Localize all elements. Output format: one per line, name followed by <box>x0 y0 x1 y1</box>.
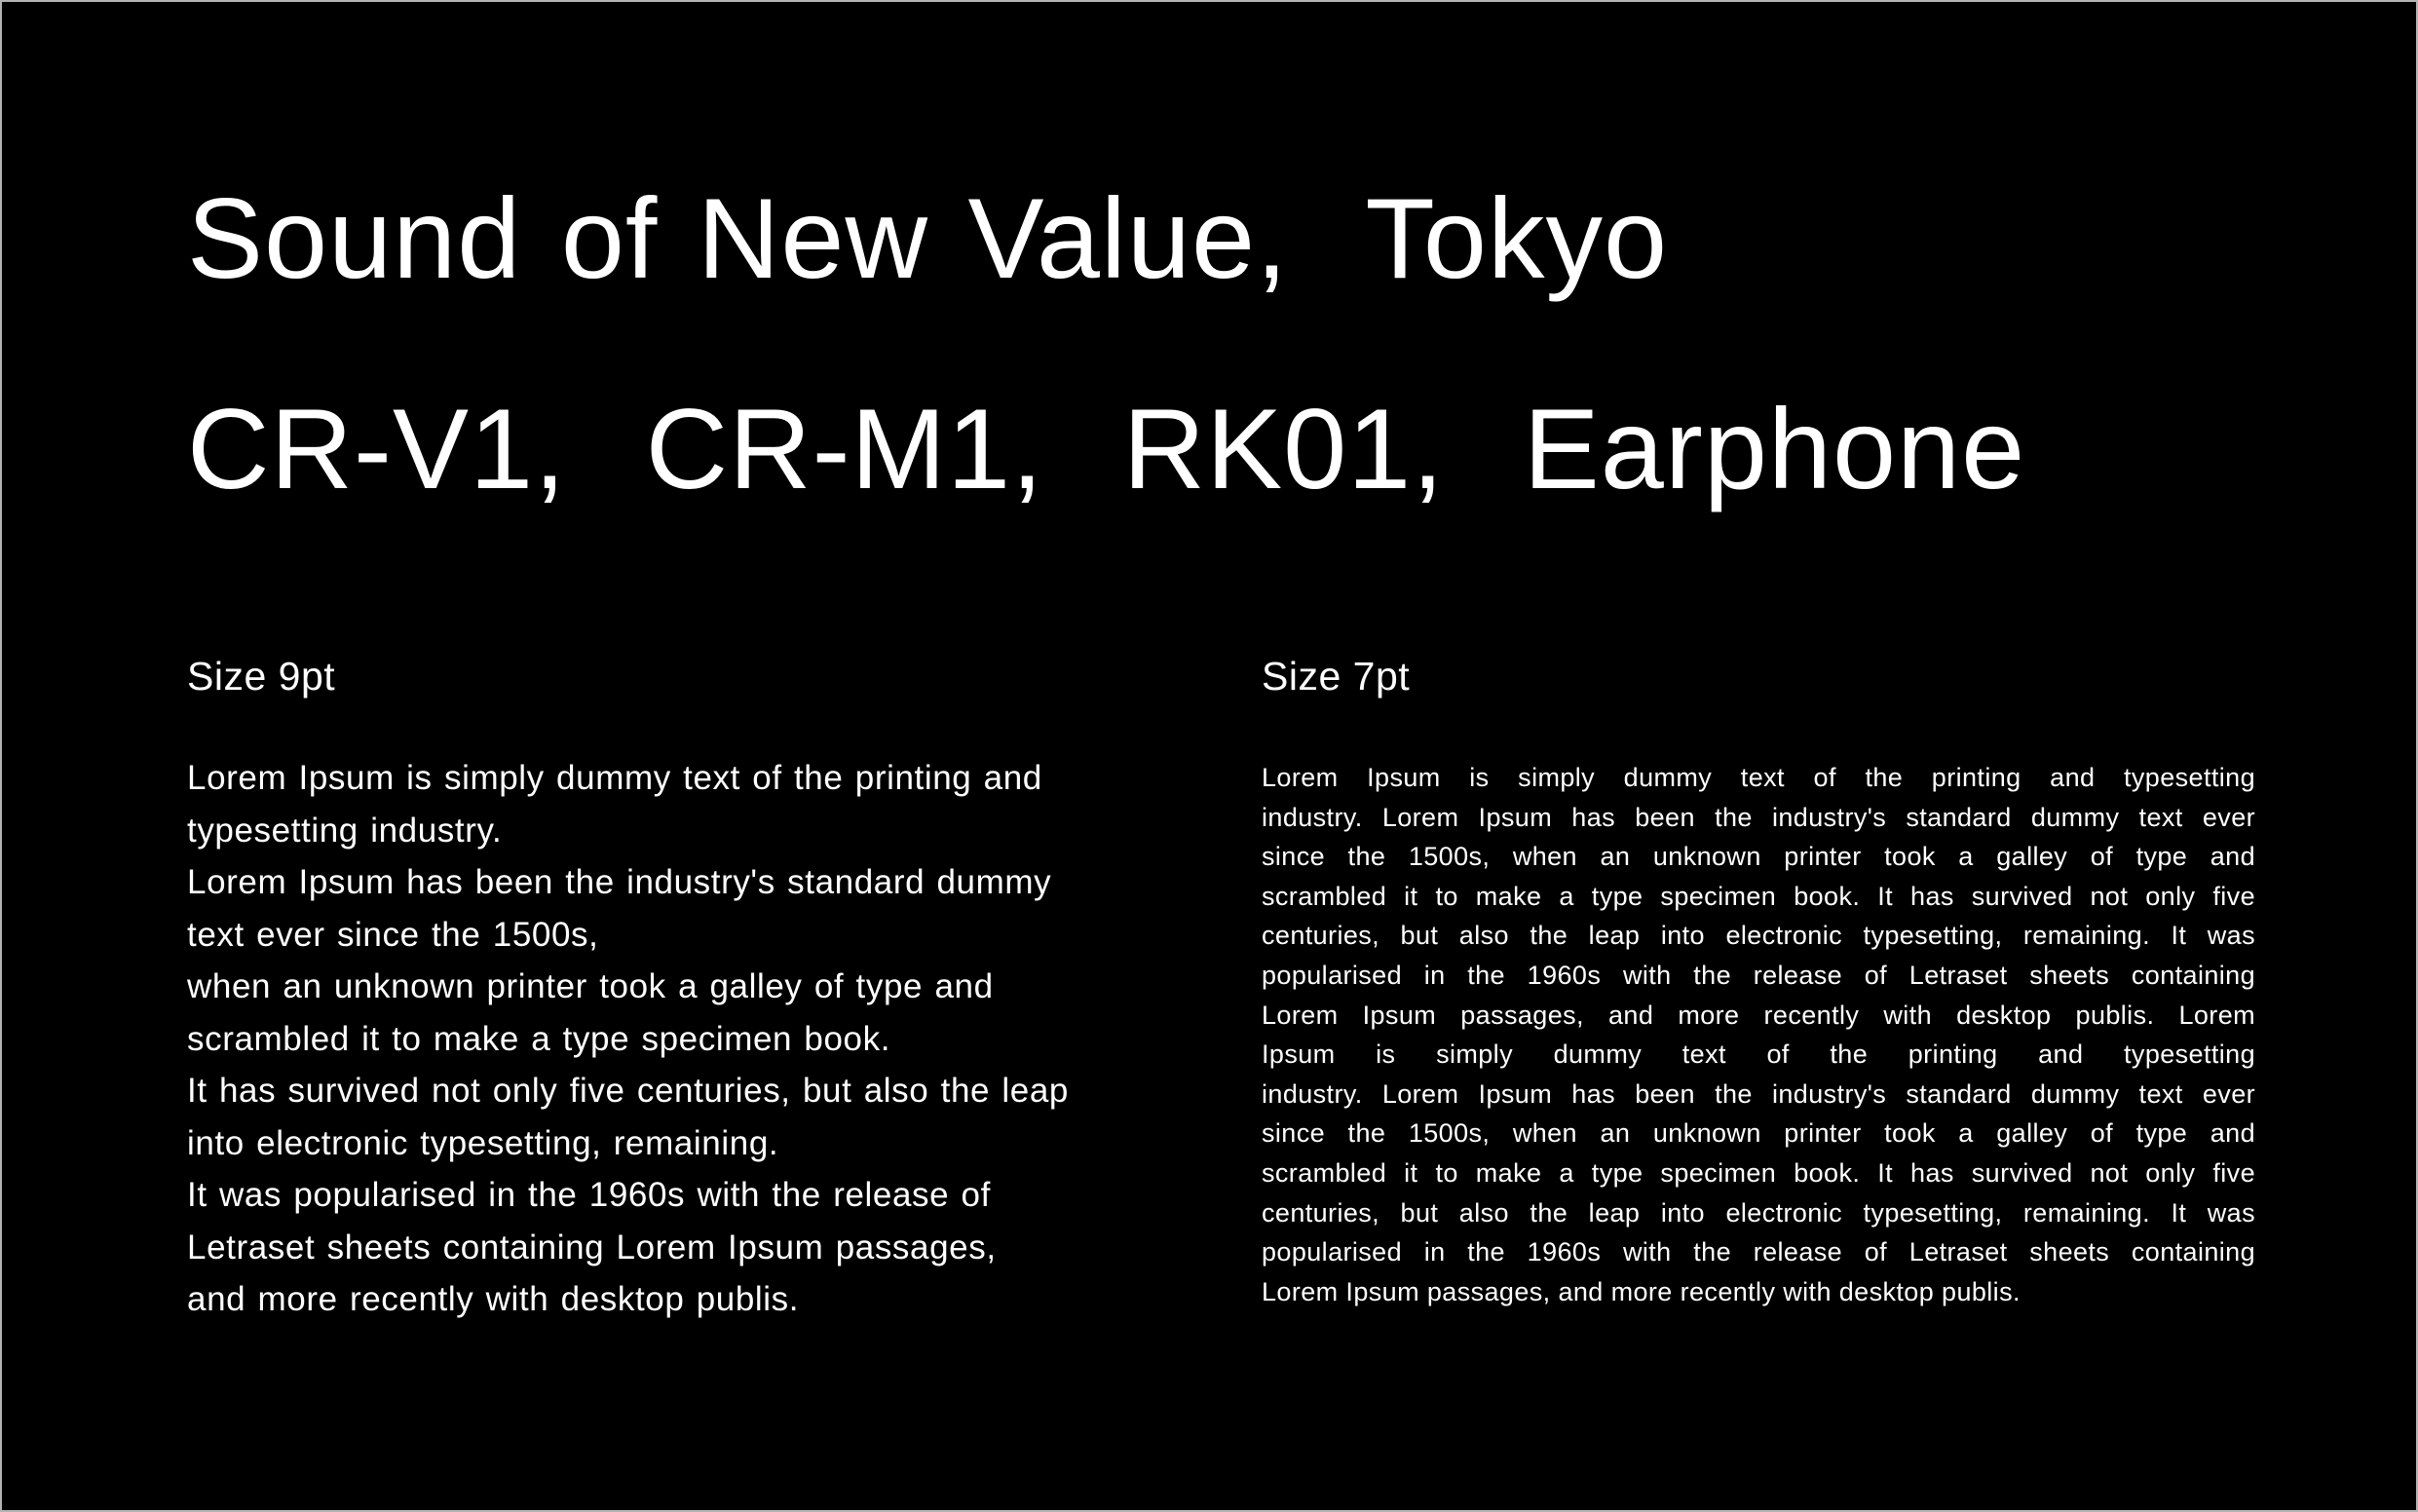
text-line: scrambled it to make a type specimen book. <box>187 1019 891 1058</box>
text-line: Lorem Ipsum passages, and more recently with desktop publis. Lorem <box>1262 1000 2255 1030</box>
text-line: Lorem Ipsum is simply dummy text of the printing and typesetting <box>1262 763 2255 792</box>
text-line: scrambled it to make a type specimen book. It has survived not only five <box>1262 1157 2255 1188</box>
text-line: Lorem Ipsum is simply dummy text of the printing and <box>187 759 1042 797</box>
text-line: since the 1500s, when an unknown printer took a galley of type and <box>1262 842 2255 872</box>
page-title: Sound of New Value, Tokyo <box>187 174 1669 302</box>
text-line: text ever since the 1500s, <box>187 915 599 954</box>
text-line: typesetting industry. <box>187 811 503 850</box>
text-line: Lorem Ipsum passages, and more recently with desktop publis. <box>1262 1276 2021 1306</box>
text-line: industry. Lorem Ipsum has been the industry's standard dummy text ever <box>1262 802 2255 832</box>
text-line: It was popularised in the 1960s with the release of <box>187 1176 991 1214</box>
text-line: popularised in the 1960s with the release of Letraset sheets containing <box>1262 960 2255 990</box>
text-line: and more recently with desktop publis. <box>187 1280 800 1318</box>
size-9pt-paragraph <box>187 752 1259 1326</box>
text-line: when an unknown printer took a galley of type and <box>187 967 994 1005</box>
text-line: since the 1500s, when an unknown printer took a galley of type and <box>1262 1118 2255 1149</box>
size-7pt-label: Size 7pt <box>1262 654 1411 699</box>
text-line: industry. Lorem Ipsum has been the industry's standard dummy text ever <box>1262 1078 2255 1109</box>
text-line: scrambled it to make a type specimen book. It has survived not only five <box>1262 881 2255 911</box>
size-9pt-label: Size 9pt <box>187 654 336 699</box>
product-names-title: CR-V1, CR-M1, RK01, Earphone <box>187 385 2026 512</box>
text-line: centuries, but also the leap into electronic typesetting, remaining. It was <box>1262 921 2255 951</box>
text-line: Ipsum is simply dummy text of the printing and typesetting <box>1262 1040 2255 1070</box>
text-line: centuries, but also the leap into electronic typesetting, remaining. It was <box>1262 1197 2255 1228</box>
size-7pt-paragraph <box>1262 758 2255 1311</box>
text-line: Letraset sheets containing Lorem Ipsum passages, <box>187 1228 997 1266</box>
text-line: popularised in the 1960s with the release of Letraset sheets containing <box>1262 1237 2255 1267</box>
text-line: Lorem Ipsum has been the industry's standard dummy <box>187 863 1052 901</box>
text-line: into electronic typesetting, remaining. <box>187 1123 779 1162</box>
text-line: It has survived not only five centuries, but also the leap <box>187 1072 1070 1110</box>
